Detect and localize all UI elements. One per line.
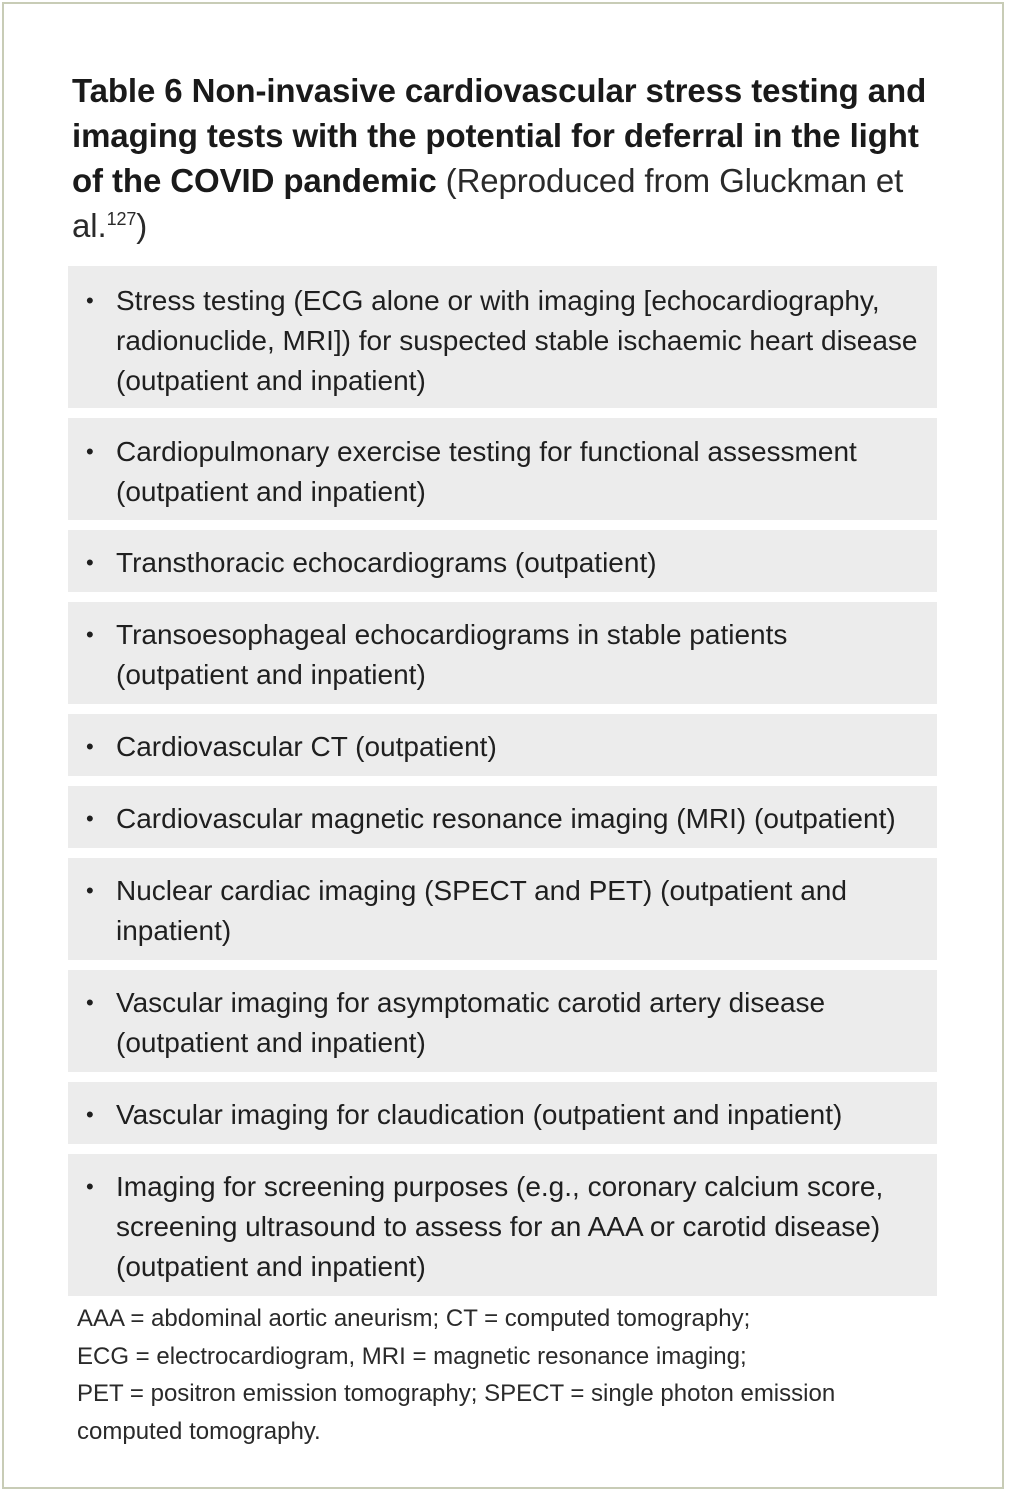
table-title-bold: Table 6 Non-invasive cardiovascular stress testing and imaging tests with the potential for deferral in the light of the COVID pandemic [72,72,927,199]
table-row [68,858,937,960]
bullet-icon: • [86,1102,94,1127]
bullet-icon: • [86,734,94,759]
table-row-text: Cardiovascular CT (outpatient) [116,731,497,762]
table-row-text: Imaging for screening purposes (e.g., coronary calcium score, screening ultrasound to assess for an AAA or carotid disease) (outpatient and inpatient) [116,1171,884,1282]
table-title-source: (Reproduced from Gluckman et al. [72,162,904,244]
table-row [68,530,937,592]
table-row-text: Transoesophageal echocardiograms in stable patients (outpatient and inpatient) [116,619,788,690]
table-row [68,1154,937,1296]
footnote-line: PET = positron emission tomography; SPECT = single photon emission [77,1380,836,1407]
table-row [68,786,937,848]
table-row-text: Transthoracic echocardiograms (outpatient) [116,547,657,578]
table-row-text: Stress testing (ECG alone or with imaging [echocardiography, radionuclide, MRI]) for suspected stable ischaemic heart disease (outpatient and inpatient) [116,285,918,396]
footnote-line: AAA = abdominal aortic aneurism; CT = computed tomography; [77,1305,751,1332]
bullet-icon: • [86,990,94,1015]
table-footnote [77,1300,937,1450]
bullet-icon: • [86,622,94,647]
table-title-close: ) [136,207,148,244]
bullet-icon: • [86,1174,94,1199]
bullet-icon: • [86,439,94,464]
footnote-line: ECG = electrocardiogram, MRI = magnetic resonance imaging; [77,1342,747,1370]
table-row-text: Vascular imaging for asymptomatic carotid artery disease (outpatient and inpatient) [116,987,826,1058]
table-row-text: Vascular imaging for claudication (outpatient and inpatient) [116,1099,843,1130]
table-row [68,418,937,520]
table-row [68,266,937,408]
table-row [68,714,937,776]
bullet-icon: • [86,550,94,575]
bullet-icon: • [86,806,94,831]
table-row-text: Cardiovascular magnetic resonance imaging (MRI) (outpatient) [116,803,896,834]
table-row-text: Nuclear cardiac imaging (SPECT and PET) (outpatient and inpatient) [116,875,847,946]
bullet-icon: • [86,288,94,313]
table-row [68,970,937,1072]
table-row [68,1082,937,1144]
table-title [72,68,942,248]
table-row [68,602,937,704]
table-body [68,266,937,1306]
bullet-icon: • [86,878,94,903]
footnote-line: computed tomography. [77,1417,321,1445]
table-title-reference: 127 [106,209,137,229]
table-row-text: Cardiopulmonary exercise testing for functional assessment (outpatient and inpatient) [116,436,857,507]
